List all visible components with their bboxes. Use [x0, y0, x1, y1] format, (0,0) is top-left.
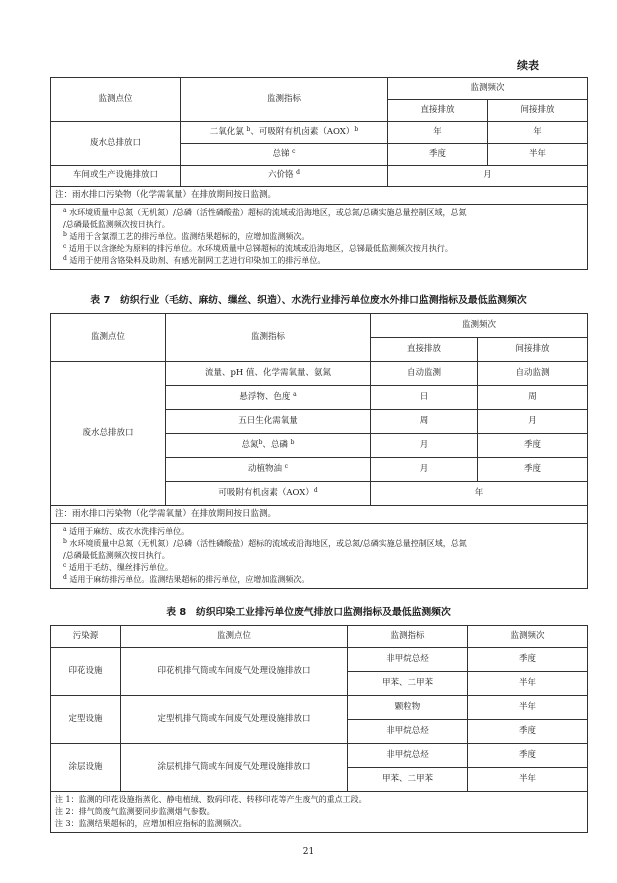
row-source: 涂层设施	[51, 744, 121, 792]
header-point: 监测点位	[51, 314, 166, 362]
note: 注 1：监测的印花设施指蒸化、静电植绒、数码印花、转移印花等产生废气的重点工段。	[55, 795, 367, 804]
row-frequency: 半年	[468, 672, 588, 696]
table-notes	[51, 792, 588, 833]
table7-caption: 表 7 纺织行业（毛纺、麻纺、缫丝、织造）、水洗行业排污单位废水外排口监测指标及最低监测频次	[90, 295, 527, 306]
row-frequency: 半年	[468, 696, 588, 720]
row-indicator: 非甲烷总烃	[348, 648, 468, 672]
header-indicator: 监测指标	[166, 314, 371, 362]
row-indicator: 二氧化氯 $^b$、可吸附有机卤素（AOX）$^b$	[181, 122, 388, 144]
row-point-workshop-outlet: 车间或生产设施排放口	[51, 166, 181, 187]
row-indicator: 流量、pH 值、化学需氧量、氨氮	[166, 362, 371, 386]
row-source: 印花设施	[51, 648, 121, 696]
note: 注 3：监测结果超标的，应增加相应指标的监测频次。	[55, 819, 247, 828]
page-number: 21	[302, 847, 315, 857]
header-indirect: 间接排放	[478, 338, 588, 362]
continued-label: 续表	[517, 59, 539, 72]
row-frequency: 季度	[468, 744, 588, 768]
row-direct: 月	[371, 458, 478, 482]
header-direct: 直接排放	[388, 100, 488, 122]
row-point: 定型机排气筒或车间废气处理设施排放口	[121, 696, 348, 744]
header-frequency: 监测频次	[388, 78, 588, 100]
row-indirect: 季度	[478, 458, 588, 482]
row-frequency: 季度	[468, 720, 588, 744]
footnote: /总磷最低监测频次按日执行。	[63, 551, 170, 560]
row-indirect: 月	[478, 410, 588, 434]
row-indicator: 五日生化需氧量	[166, 410, 371, 434]
table-footnotes	[51, 524, 588, 589]
row-indicator: 非甲烷总烃	[348, 720, 468, 744]
header-point: 监测点位	[121, 626, 348, 648]
header-direct: 直接排放	[371, 338, 478, 362]
row-indicator: 总锑 $^c$	[181, 144, 388, 166]
header-indirect: 间接排放	[488, 100, 588, 122]
header-frequency: 监测频次	[371, 314, 588, 338]
row-indirect: 自动监测	[478, 362, 588, 386]
row-indicator: 甲苯、二甲苯	[348, 672, 468, 696]
row-indirect: 年	[488, 122, 588, 144]
footnote: $^d$ 适用于麻纺排污单位。监测结果超标的排污单位，应增加监测频次。	[63, 574, 310, 584]
row-direct: 月	[371, 434, 478, 458]
table7	[50, 313, 588, 589]
header-source: 污染源	[51, 626, 121, 648]
header-indicator: 监测指标	[181, 78, 388, 122]
footnote: $^b$ 适用于含氯漂工艺的排污单位。监测结果超标的，应增加监测频次。	[63, 231, 310, 241]
table-footnotes	[51, 205, 588, 270]
row-direct: 周	[371, 410, 478, 434]
row-indirect: 半年	[488, 144, 588, 166]
row-point: 印花机排气筒或车间废气处理设施排放口	[121, 648, 348, 696]
row-indirect: 周	[478, 386, 588, 410]
table-note-main: 注：雨水排口污染物（化学需氧量）在排放期间按日监测。	[51, 506, 588, 524]
row-point-wastewater-outlet: 废水总排放口	[51, 362, 166, 506]
row-direct: 季度	[388, 144, 488, 166]
row-frequency: 半年	[468, 768, 588, 792]
row-indicator: 甲苯、二甲苯	[348, 768, 468, 792]
row-point-wastewater-outlet: 废水总排放口	[51, 122, 181, 166]
table8-caption: 表 8 纺织印染工业排污单位废气排放口监测指标及最低监测频次	[166, 607, 451, 618]
row-direct: 自动监测	[371, 362, 478, 386]
row-indicator: 动植物油 $^c$	[166, 458, 371, 482]
row-direct: 年	[388, 122, 488, 144]
header-indicator: 监测指标	[348, 626, 468, 648]
footnote: $^d$ 适用于使用含铬染料及助剂、有感光制网工艺进行印染加工的排污单位。	[63, 255, 326, 265]
row-indicator: 非甲烷总烃	[348, 744, 468, 768]
row-indicator: 可吸附有机卤素（AOX）$^d$	[166, 482, 371, 506]
row-indicator: 悬浮物、色度 $^a$	[166, 386, 371, 410]
header-point: 监测点位	[51, 78, 181, 122]
row-indicator: 总氮$^b$、总磷 $^b$	[166, 434, 371, 458]
footnote: $^c$ 适用于毛纺、缫丝排污单位。	[63, 562, 173, 572]
row-indirect: 季度	[478, 434, 588, 458]
footnote: $^a$ 水环境质量中总氮（无机氮）/总磷（活性磷酸盐）超标的流域或沿海地区，或总氮/总磷实施总量控制区域，总氮	[63, 207, 467, 217]
row-frequency: 季度	[468, 648, 588, 672]
table-continued	[50, 77, 588, 270]
footnote: $^b$ 水环境质量中总氮（无机氮）/总磷（活性磷酸盐）超标的流域或沿海地区，或总氮/总磷实施总量控制区域，总氮	[63, 538, 467, 548]
note: 注 2：排气筒废气监测要同步监测烟气参数。	[55, 807, 215, 816]
row-indicator: 六价铬 $^d$	[181, 166, 388, 187]
row-direct: 日	[371, 386, 478, 410]
row-source: 定型设施	[51, 696, 121, 744]
row-indicator: 颗粒物	[348, 696, 468, 720]
header-frequency: 监测频次	[468, 626, 588, 648]
row-frequency: 月	[388, 166, 588, 187]
row-point: 涂层机排气筒或车间废气处理设施排放口	[121, 744, 348, 792]
table-note-main: 注：雨水排口污染物（化学需氧量）在排放期间按日监测。	[51, 187, 588, 205]
footnote: /总磷最低监测频次按日执行。	[63, 220, 170, 229]
table8	[50, 625, 588, 833]
row-frequency: 年	[371, 482, 588, 506]
footnote: $^a$ 适用于麻纺、成衣水洗排污单位。	[63, 526, 190, 536]
footnote: $^c$ 适用于以含涤纶为原料的排污单位。水环境质量中总锑超标的流域或沿海地区，总锑最低监测频次按月执行。	[63, 243, 453, 253]
